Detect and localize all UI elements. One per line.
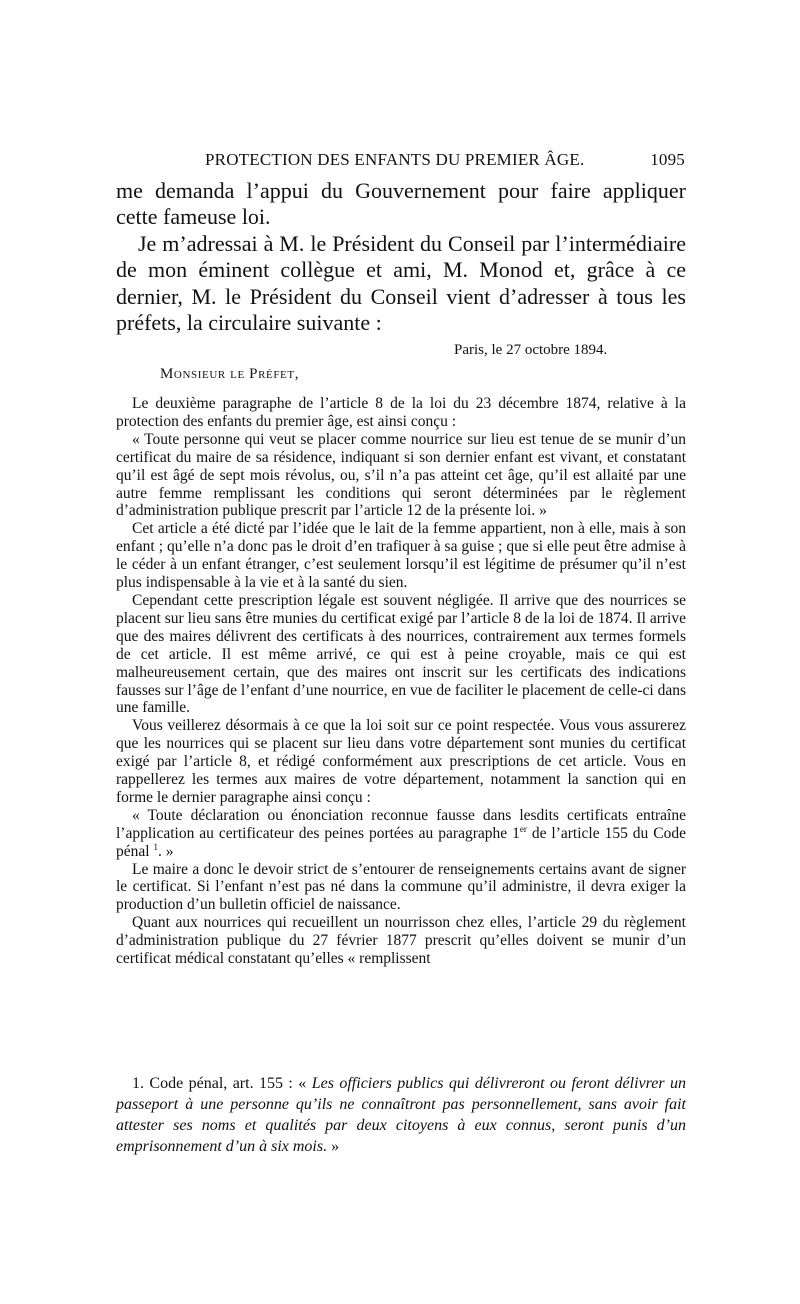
footnote-closing: » xyxy=(327,1138,340,1155)
letter-paragraph-3: Cet article a été dicté par l’idée que le lait de la femme appartient, non à elle, mais à son enfant ; qu’elle n’a donc pas le droit d’en trafiquer à sa guise ; que si elle peut être admise à le céder à un enfant étranger, c’est seulement lorsqu’il est légitime de présumer qu’il n’est plus indispensable à la vie et à la santé du sien. xyxy=(116,520,686,592)
letter-paragraph-2: « Toute personne qui veut se placer comme nourrice sur lieu est tenue de se munir d’un certificat du maire de sa résidence, indiquant si son dernier enfant est vivant, et constatant qu’il est âgé de sept mois révolus, ou, s’il n’a pas atteint cet âge, qu’il est allaité par une autre femme remplissant les conditions qui seront déterminées par le règlement d’administration publique prescrit par l’article 12 de la présente loi. » xyxy=(116,430,686,520)
body-paragraph-2: Je m’adressai à M. le Président du Conseil par l’intermédiaire de mon éminent collègue et ami, M. Monod et, grâce à ce dernier, M. le Président du Conseil vient d’adresser à tous les préfets, la circulaire suivante : xyxy=(116,230,686,336)
running-head xyxy=(205,150,685,170)
quote-close: . » xyxy=(157,842,174,860)
letter-date: Paris, le 27 octobre 1894. xyxy=(454,342,608,358)
letter-paragraph-7: Quant aux nourrices qui recueillent un nourrisson chez elles, l’article 29 du règlement d’administration publique du 27 février 1877 prescrit qu’elles doivent se munir d’un certificat médical constatant qu’elles « remplissent xyxy=(116,914,686,968)
page-number: 1095 xyxy=(650,150,685,169)
ordinal-superscript: er xyxy=(519,823,527,834)
running-title: PROTECTION DES ENFANTS DU PREMIER ÂGE. xyxy=(205,150,585,169)
letter-quote-paragraph xyxy=(116,807,686,861)
letter-paragraph-5: Vous veillerez désormais à ce que la loi soit sur ce point respectée. Vous vous assurerez que les nourrices qui se placent sur lieu dans votre département sont munies du certificat exigé par l’article 8, et rédigé conformément aux prescriptions de cet article. Vous en rappellerez les termes aux maires de votre département, notamment la sanction qui en forme le dernier paragraphe ainsi conçu : xyxy=(116,717,686,806)
body-paragraph-1: me demanda l’appui du Gouvernement pour faire appliquer cette fameuse loi. xyxy=(116,178,686,230)
footnote-paragraph xyxy=(116,1073,686,1157)
letter-salutation: Monsieur le Préfet, xyxy=(160,366,300,382)
quote-text: « Toute déclaration ou énonciation reconnue fausse dans lesdits certificats entraîne l’application au certificateur des peines portées au paragraphe 1 xyxy=(116,806,686,842)
letter-paragraph-6: Le maire a donc le devoir strict de s’entourer de renseignements certains avant de signer le certificat. Si l’enfant n’est pas né dans la commune qu’il administre, il devra exiger la production d’un bulletin officiel de naissance. xyxy=(116,860,686,914)
circular-letter xyxy=(116,395,686,968)
quote-text-continued: de l’article 155 du Code pénal xyxy=(116,824,686,860)
footnote-lead: 1. Code pénal, art. 155 : « xyxy=(132,1075,312,1092)
footnote-reference: 1 xyxy=(153,841,158,852)
letter-paragraph-1: Le deuxième paragraphe de l’article 8 de la loi du 23 décembre 1874, relative à la protection des enfants du premier âge, est ainsi conçu : xyxy=(116,395,686,430)
footnote-italic-text: Les officiers publics qui délivreront ou feront délivrer un passeport à une personne qu’ils ne connaîtront pas personnellement, sans avoir fait attester ses noms et qualités par deux citoyens à eux connus, seront punis d’un emprisonnement d’un à six mois. xyxy=(116,1075,686,1155)
main-text xyxy=(116,178,686,336)
footnote xyxy=(116,1073,686,1157)
letter-paragraph-4: Cependant cette prescription légale est souvent négligée. Il arrive que des nourrices se placent sur lieu sans être munies du certificat exigé par l’article 8 de la loi de 1874. Il arrive que des maires délivrent des certificats à des nourrices, contrairement aux termes formels de cet article. Il est même arrivé, ce qui est à peine croyable, mais ce qui est malheureusement certain, que des maires ont inscrit sur les certificats des indications fausses sur l’âge de l’enfant d’une nourrice, en vue de faciliter le placement de celle-ci dans une famille. xyxy=(116,591,686,717)
